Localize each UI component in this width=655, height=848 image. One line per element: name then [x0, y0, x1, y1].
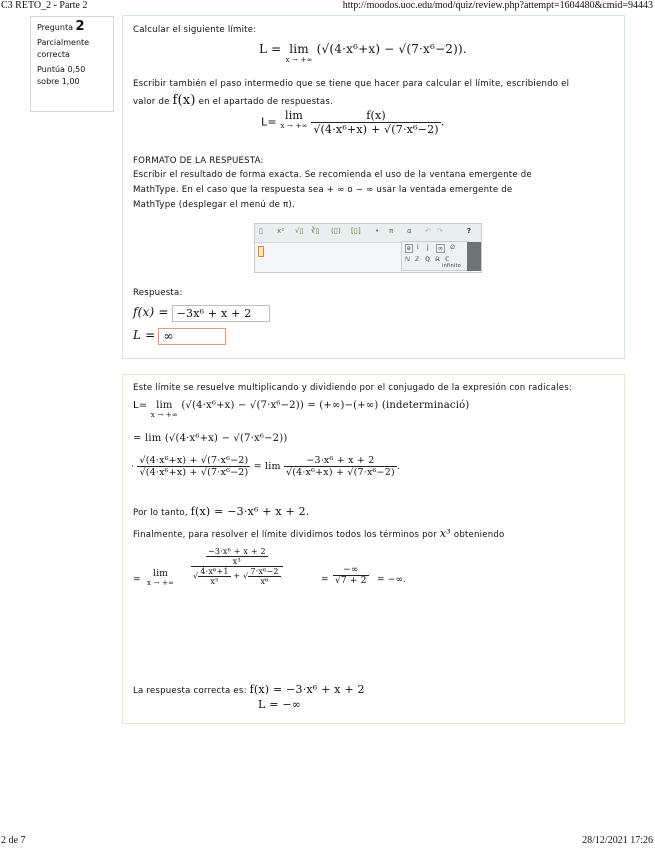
answer-fx-row	[133, 305, 270, 322]
finally-var: x³	[439, 527, 451, 540]
print-header-title: C3 RETO_2 - Parte 2	[1, 0, 88, 11]
toolbar-scrollbar[interactable]	[467, 242, 481, 271]
power-icon[interactable]: x²	[277, 227, 285, 235]
feedback-result-den: √(4·x⁶+x) + √(7·x⁶−2)	[285, 467, 395, 478]
finally-end: obteniendo	[453, 530, 505, 540]
answer-fx-input[interactable]: −3x⁶ + x + 2	[172, 305, 270, 322]
editor-cursor[interactable]	[258, 246, 264, 257]
final-mid-num: −∞	[333, 565, 369, 576]
limit-sub: x → +∞	[285, 56, 313, 64]
answer-label: Respuesta:	[133, 288, 183, 298]
final-den-a-num: 4·x⁶+1	[200, 567, 229, 576]
answer-l-label: L =	[133, 328, 156, 342]
final-den-b-den: x⁶	[260, 577, 269, 586]
final-lim-sub: x → +∞	[147, 579, 175, 587]
format-line-2: MathType. En el caso que la respuesta sea + ∞ o − ∞ usar la ventada emergente de	[133, 185, 513, 195]
infinity-tooltip: infinito	[442, 263, 461, 269]
dot-icon[interactable]: •	[375, 227, 380, 235]
final-result: = −∞.	[377, 575, 407, 585]
final-mid-den: √7 + 2	[335, 576, 367, 586]
feedback-line-2: = lim (√(4·x⁶+x) − √(7·x⁶−2))	[133, 433, 288, 444]
intermediate-lhs: L=	[261, 115, 277, 129]
paragraph-1-text-b: en el apartado de respuestas.	[198, 97, 333, 107]
print-timestamp: 28/12/2021 17:26	[582, 835, 653, 846]
symbol-i[interactable]: i	[417, 244, 419, 251]
limit-formula	[259, 42, 467, 64]
feedback-finally	[133, 527, 505, 540]
alpha-icon[interactable]: α	[407, 227, 412, 235]
therefore-fx: f(x) = −3·x⁶ + x + 2.	[190, 505, 310, 518]
fraction-icon[interactable]: ▯	[259, 227, 264, 235]
limit-body: (√(4·x⁶+x) − √(7·x⁶−2)).	[316, 42, 467, 56]
correct-fx: f(x) = −3·x⁶ + x + 2	[249, 683, 365, 696]
symbol-j[interactable]: j	[427, 244, 429, 251]
page-counter: 2 de 7	[1, 835, 26, 846]
final-lim: lim	[153, 569, 169, 579]
paragraph-1-fx: f(x)	[172, 93, 196, 108]
question-score: Puntúa 0,50 sobre 1,00	[37, 65, 86, 86]
format-line-3: MathType (desplegar el menú de π).	[133, 200, 295, 210]
question-info-panel	[30, 16, 114, 112]
paragraph-1-line-1: Escribir también el paso intermedio que se tiene que hacer para calcular el límite, escribiendo el	[133, 79, 570, 89]
feedback-line-3: · $\frac{\text{√(4·x⁶+x) + √(7·x⁶−2)}}{\text{√(4·x⁶+x) + √(7·x⁶−2)}}$ = lim $\frac{\text{−3·x⁶ + x + 2}}{\text{√(4·x⁶+x) + √(7·x⁶−2)}}$ .	[131, 455, 401, 478]
feedback-result-num: −3·x⁶ + x + 2	[284, 455, 397, 467]
symbol-infinity[interactable]: ∞	[438, 245, 444, 252]
question-intro: Calcular el siguiente límite:	[133, 25, 257, 35]
correct-answer	[133, 683, 365, 696]
intermediate-num: f(x)	[311, 109, 440, 123]
print-header-url: http://moodos.uoc.edu/mod/quiz/review.php?attempt=1604480&cmid=94443	[342, 0, 653, 11]
intermediate-lim: lim	[285, 109, 304, 122]
answer-fx-label: f(x) =	[133, 305, 169, 319]
therefore-label: Por lo tanto,	[133, 508, 188, 518]
intermediate-den: √(4·x⁶+x) + √(7·x⁶−2)	[313, 123, 439, 136]
final-den-a-den: x⁵	[210, 577, 219, 586]
intermediate-lim-sub: x → +∞	[280, 122, 308, 130]
paragraph-1-line-2	[133, 93, 333, 108]
symbol-e[interactable]: e	[407, 245, 411, 252]
intermediate-formula: L= lim x → +∞ $\frac{f(x)}{\text{√(4·x⁶+x) + √(7·x⁶−2)}}$ .	[261, 109, 445, 136]
pi-icon[interactable]: π	[389, 227, 394, 235]
limit-word: lim	[289, 42, 309, 56]
question-label: Pregunta	[37, 23, 73, 32]
undo-icon[interactable]: ↶	[425, 227, 432, 235]
symbol-panel	[401, 241, 469, 271]
feedback-intro: Este límite se resuelve multiplicando y dividiendo por el conjugado de la expresión con radicales:	[133, 383, 573, 393]
answer-l-input[interactable]: ∞	[158, 328, 226, 345]
redo-icon[interactable]: ↷	[437, 227, 444, 235]
feedback-line-3-eq: = lim	[253, 461, 281, 472]
matrix-icon[interactable]: [▯]	[351, 227, 361, 235]
mathtype-editor[interactable]	[254, 223, 482, 273]
symbol-rationals[interactable]: ℚ	[425, 256, 430, 263]
help-icon[interactable]: ?	[467, 227, 472, 235]
symbol-emptyset[interactable]: ∅	[450, 244, 456, 251]
nthroot-icon[interactable]: ∛▯	[311, 227, 320, 235]
feedback-therefore	[133, 505, 309, 518]
final-den-b-num: 7·x⁶−2	[250, 567, 279, 576]
correct-label: La respuesta correcta es:	[133, 686, 247, 696]
format-title: FORMATO DE LA RESPUESTA:	[133, 156, 264, 166]
feedback-l-lhs: L=	[133, 400, 148, 411]
feedback-line-1	[133, 400, 469, 419]
feedback-lim-sub-1: x → +∞	[150, 411, 178, 419]
feedback-conj-num: √(4·x⁶+x) + √(7·x⁶−2)	[139, 455, 249, 466]
question-number-value: 2	[75, 19, 85, 34]
feedback-lim-1: lim	[156, 400, 173, 411]
question-content	[122, 15, 625, 359]
finally-text: Finalmente, para resolver el límite dividimos todos los términos por	[133, 530, 437, 540]
final-num-bottom: x³	[232, 557, 241, 566]
sqrt-icon[interactable]: √▯	[295, 227, 304, 235]
feedback-line-1-body: (√(4·x⁶+x) − √(7·x⁶−2)) = (+∞)−(+∞) (indeterminació)	[181, 400, 470, 411]
feedback-conj-den: √(4·x⁶+x) + √(7·x⁶−2)	[139, 467, 249, 478]
answer-l-row	[133, 328, 226, 345]
feedback-panel: Este límite se resuelve multiplicando y dividiendo por el conjugado de la expresión con radicales: L= lim x → +∞ (√(4·x⁶+x) − √(7·x⁶−2)) = (+∞)−(+∞) (indeterminació) = lim (√(4·x⁶+x) − √(7·x⁶−2)) · $\frac{\text{√(4·x⁶+x) + √(7·x⁶−2)}}{\text{√(4·x⁶+x) + √(7·x⁶−2)}}$ = lim $\frac{\text{−3·x⁶ + x + 2}}{\text{√(4·x⁶+x) + √(7·x⁶−2)}}$ . Por lo tanto, f(x) = −3·x⁶ + x + 2. Finalmente, para resolver el límite dividimos todos los términos por x³ obteniendo = lim x → +∞ $\frac{\text{−3·x⁶ + x + 2}}{\text{x³}}$ √ $\frac{\text{4·x⁶+1}}{\text{x⁵}}$ + √ $\frac{\text{7·x⁶−2}}{\text{x⁶}}$ = −∞ √7 + 2 = −∞. La respuesta correcta es: f(x) = −3·x⁶ + x + 2 L = −∞	[122, 374, 625, 724]
limit-lhs: L =	[259, 42, 282, 56]
symbol-complex[interactable]: ℂ	[445, 256, 450, 263]
question-number	[37, 21, 107, 34]
symbol-integers[interactable]: ℤ	[415, 256, 420, 263]
correct-l: L = −∞	[258, 698, 302, 711]
parens-icon[interactable]: (▯)	[331, 227, 341, 235]
format-line-1: Escribir el resultado de forma exacta. Se recomienda el uso de la ventana emergente de	[133, 170, 532, 180]
final-num-top: −3·x⁶ + x + 2	[207, 547, 266, 556]
paragraph-1-text-a: valor de	[133, 97, 170, 107]
symbol-naturals[interactable]: ℕ	[405, 256, 411, 263]
symbol-reals[interactable]: ℝ	[435, 256, 440, 263]
question-status: Parcialmente correcta	[37, 38, 90, 59]
